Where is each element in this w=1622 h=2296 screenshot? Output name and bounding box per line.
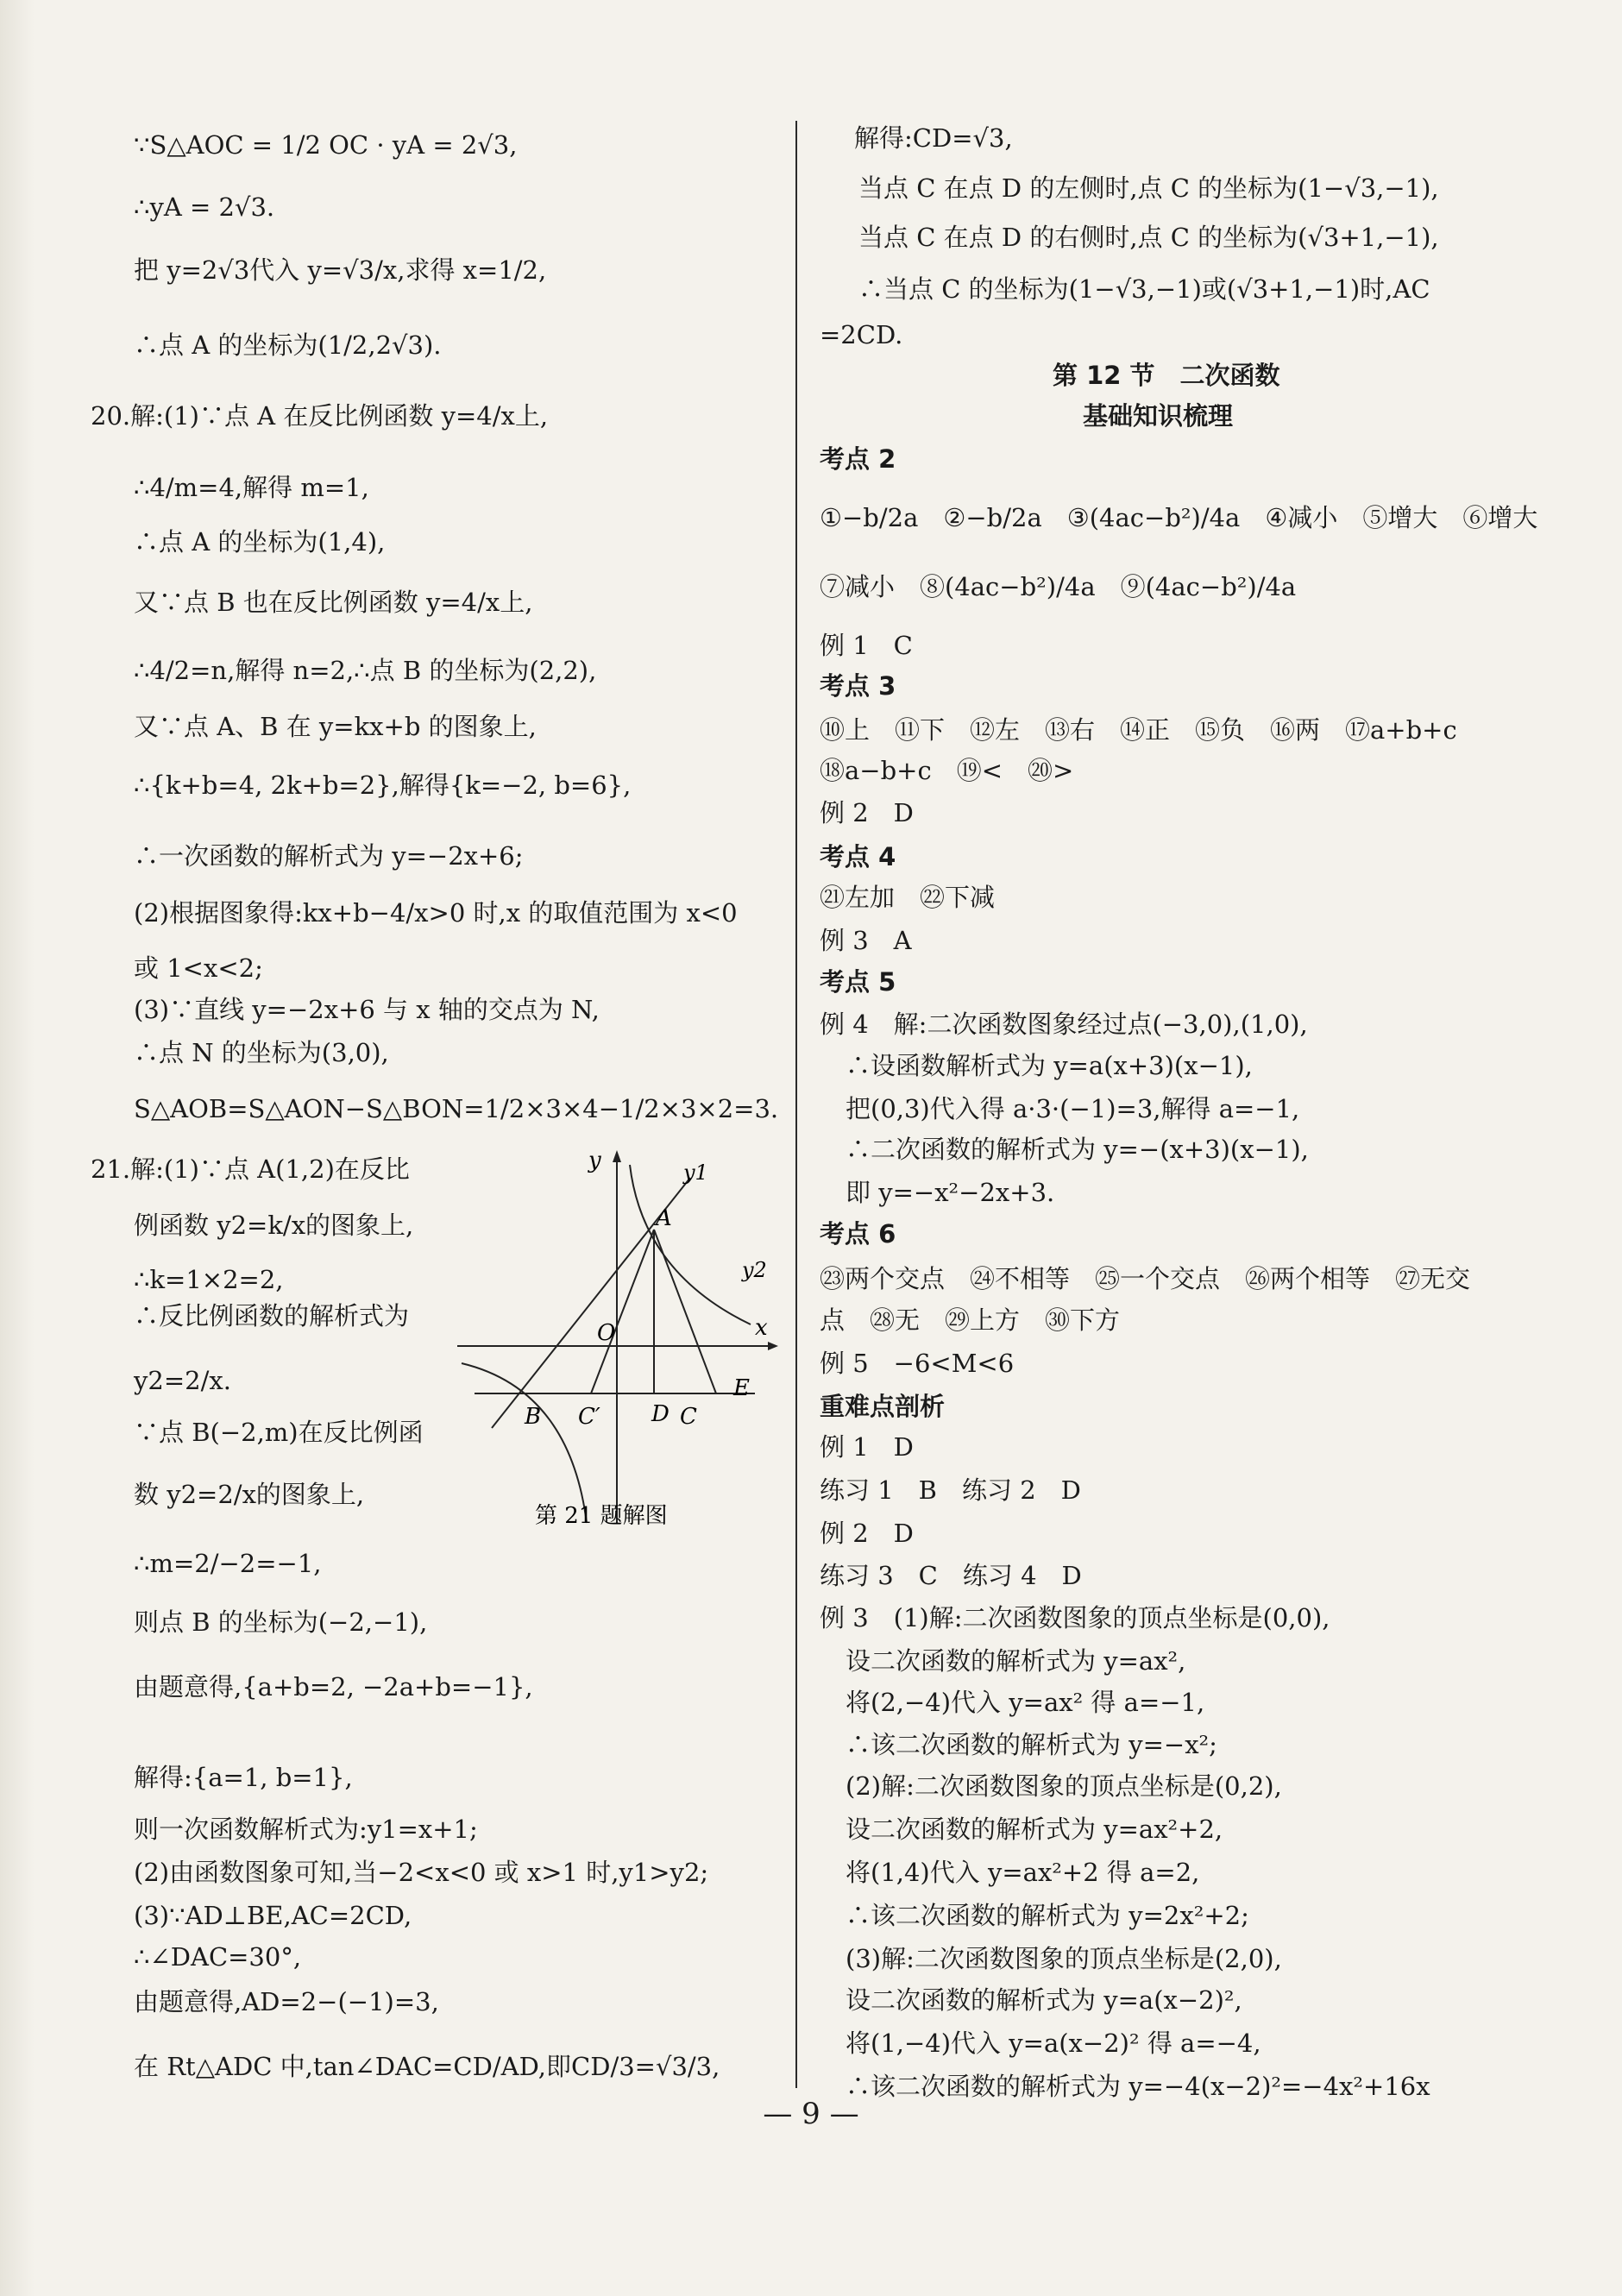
heading: 考点 6 [820, 1219, 896, 1249]
text-line: ∴该二次函数的解析式为 y=2x²+2; [846, 1901, 1249, 1930]
text-line: ∴∠DAC=30°, [134, 1942, 302, 1972]
text-line: 由题意得,{a+b=2, −2a+b=−1}, [134, 1672, 533, 1702]
text-line: =2CD. [820, 320, 903, 349]
y-axis-arrow [613, 1150, 621, 1162]
text-line: ㉓两个交点 ㉔不相等 ㉕一个交点 ㉖两个相等 ㉗无交 [820, 1264, 1471, 1293]
label-a: A [656, 1205, 672, 1231]
text-line: ∵S△AOC = 1/2 OC · yA = 2√3, [134, 130, 518, 160]
text-line: 例 1 D [820, 1432, 914, 1462]
heading: 考点 5 [820, 967, 896, 997]
text-line: 当点 C 在点 D 的左侧时,点 C 的坐标为(1−√3,−1), [858, 173, 1439, 203]
text-line: ∴二次函数的解析式为 y=−(x+3)(x−1), [846, 1135, 1309, 1164]
text-line: ⑦减小 ⑧(4ac−b²)/4a ⑨(4ac−b²)/4a [820, 572, 1297, 601]
text-line: (3)∵直线 y=−2x+6 与 x 轴的交点为 N, [134, 995, 600, 1024]
text-line: 设二次函数的解析式为 y=ax², [846, 1646, 1186, 1676]
text-line: 练习 1 B 练习 2 D [820, 1475, 1081, 1505]
text-line: 例 2 D [820, 1519, 914, 1548]
text-line: ∴该二次函数的解析式为 y=−4(x−2)²=−4x²+16x [846, 2072, 1430, 2101]
text-line: 例 1 C [820, 631, 913, 660]
text-line: 把(0,3)代入得 a·3·(−1)=3,解得 a=−1, [846, 1094, 1300, 1123]
text-line: ∴m=2/−2=−1, [134, 1549, 322, 1578]
text-line: 数 y2=2/x的图象上, [134, 1480, 365, 1509]
text-line: 将(1,−4)代入 y=a(x−2)² 得 a=−4, [846, 2029, 1261, 2058]
text-line: (3)解:二次函数图象的顶点坐标是(2,0), [846, 1944, 1282, 1973]
heading: 考点 2 [820, 444, 896, 474]
segment-ac-prime [591, 1230, 654, 1393]
text-line: 则点 B 的坐标为(−2,−1), [134, 1607, 428, 1637]
text-line: ∴点 A 的坐标为(1/2,2√3). [134, 330, 442, 360]
text-line: (2)根据图象得:kx+b−4/x>0 时,x 的取值范围为 x<0 [134, 898, 738, 928]
label-e: E [733, 1375, 750, 1401]
text-line: ∴设函数解析式为 y=a(x+3)(x−1), [846, 1051, 1253, 1080]
label-y1: y1 [683, 1161, 708, 1185]
text-line: 例 5 −6<M<6 [820, 1349, 1015, 1378]
text-line: 解得:{a=1, b=1}, [134, 1763, 353, 1792]
text-line: ∴当点 C 的坐标为(1−√3,−1)或(√3+1,−1)时,AC [858, 274, 1430, 304]
text-line: 练习 3 C 练习 4 D [820, 1561, 1082, 1590]
text-line: 由题意得,AD=2−(−1)=3, [134, 1987, 439, 2016]
heading: 考点 4 [820, 842, 896, 871]
text-line: y2=2/x. [134, 1366, 231, 1395]
text-line: 将(1,4)代入 y=ax²+2 得 a=2, [846, 1858, 1200, 1887]
label-x: x [755, 1315, 768, 1341]
text-line: 把 y=2√3代入 y=√3/x,求得 x=1/2, [134, 255, 547, 285]
label-b: B [525, 1404, 542, 1430]
column-divider [795, 121, 797, 2088]
text-line: ∴{k+b=4, 2k+b=2},解得{k=−2, b=6}, [134, 771, 632, 800]
page-number: — 9 — [763, 2097, 859, 2131]
text-line: 例 3 A [820, 926, 912, 955]
text-line: ∴反比例函数的解析式为 [134, 1301, 410, 1330]
text-line: ∴yA = 2√3. [134, 192, 275, 222]
text-line: 设二次函数的解析式为 y=ax²+2, [846, 1815, 1223, 1844]
text-line: 21.解:(1)∵点 A(1,2)在反比 [91, 1154, 410, 1184]
figure-caption: 第 21 题解图 [535, 1503, 668, 1529]
x-axis-arrow [768, 1342, 778, 1350]
text-line: ∴点 A 的坐标为(1,4), [134, 527, 386, 557]
label-c: C [680, 1404, 697, 1430]
text-line: 则一次函数解析式为:y1=x+1; [134, 1815, 478, 1844]
text-line: S△AOB=S△AON−S△BON=1/2×3×4−1/2×3×2=3. [134, 1094, 779, 1123]
text-line: 例 3 (1)解:二次函数图象的顶点坐标是(0,0), [820, 1603, 1330, 1632]
text-line: 或 1<x<2; [134, 953, 263, 983]
label-y: y [588, 1148, 601, 1173]
text-line: ①−b/2a ②−b/2a ③(4ac−b²)/4a ④减小 ⑤增大 ⑥增大 [820, 503, 1538, 532]
label-o: O [597, 1320, 616, 1346]
label-c-prime: C′ [578, 1404, 600, 1430]
segment-ac [654, 1230, 716, 1393]
text-line: ∴4/m=4,解得 m=1, [134, 473, 369, 502]
text-line: 即 y=−x²−2x+3. [846, 1178, 1055, 1207]
text-line: ∴点 N 的坐标为(3,0), [134, 1038, 389, 1067]
text-line: ∵点 B(−2,m)在反比例函 [134, 1418, 424, 1447]
text-line: (2)由函数图象可知,当−2<x<0 或 x>1 时,y1>y2; [134, 1858, 709, 1887]
text-line: ㉑左加 ㉒下减 [820, 883, 996, 912]
page-edge [0, 0, 35, 2296]
heading: 重难点剖析 [820, 1392, 946, 1421]
text-line: 20.解:(1)∵点 A 在反比例函数 y=4/x上, [91, 401, 549, 431]
text-line: (2)解:二次函数图象的顶点坐标是(0,2), [846, 1771, 1282, 1801]
text-line: 点 ㉘无 ㉙上方 ㉚下方 [820, 1305, 1121, 1335]
text-line: ⑩上 ⑪下 ⑫左 ⑬右 ⑭正 ⑮负 ⑯两 ⑰a+b+c [820, 715, 1457, 745]
text-line: 在 Rt△ADC 中,tan∠DAC=CD/AD,即CD/3=√3/3, [134, 2052, 720, 2081]
text-line: (3)∵AD⊥BE,AC=2CD, [134, 1901, 412, 1930]
heading: 考点 3 [820, 671, 896, 701]
section-subtitle: 基础知识梳理 [1083, 401, 1234, 431]
text-line: 例函数 y2=k/x的图象上, [134, 1211, 414, 1240]
text-line: ∴k=1×2=2, [134, 1265, 284, 1294]
text-line: ∴该二次函数的解析式为 y=−x²; [846, 1730, 1217, 1759]
text-line: ∴4/2=n,解得 n=2,∴点 B 的坐标为(2,2), [134, 656, 597, 685]
text-line: ⑱a−b+c ⑲< ⑳> [820, 756, 1074, 785]
text-line: 例 2 D [820, 798, 914, 827]
text-line: 当点 C 在点 D 的右侧时,点 C 的坐标为(√3+1,−1), [858, 223, 1439, 252]
label-y2: y2 [742, 1258, 767, 1282]
text-line: 又∵点 B 也在反比例函数 y=4/x上, [134, 588, 533, 617]
problem-21-figure [449, 1143, 785, 1532]
text-line: ∴一次函数的解析式为 y=−2x+6; [134, 841, 524, 871]
text-line: 设二次函数的解析式为 y=a(x−2)², [846, 1985, 1242, 2015]
section-title: 第 12 节 二次函数 [1053, 361, 1280, 390]
text-line: 例 4 解:二次函数图象经过点(−3,0),(1,0), [820, 1010, 1308, 1039]
text-line: 将(2,−4)代入 y=ax² 得 a=−1, [846, 1688, 1205, 1717]
text-line: 解得:CD=√3, [854, 123, 1013, 153]
label-d: D [651, 1401, 670, 1427]
text-line: 又∵点 A、B 在 y=kx+b 的图象上, [134, 712, 537, 741]
